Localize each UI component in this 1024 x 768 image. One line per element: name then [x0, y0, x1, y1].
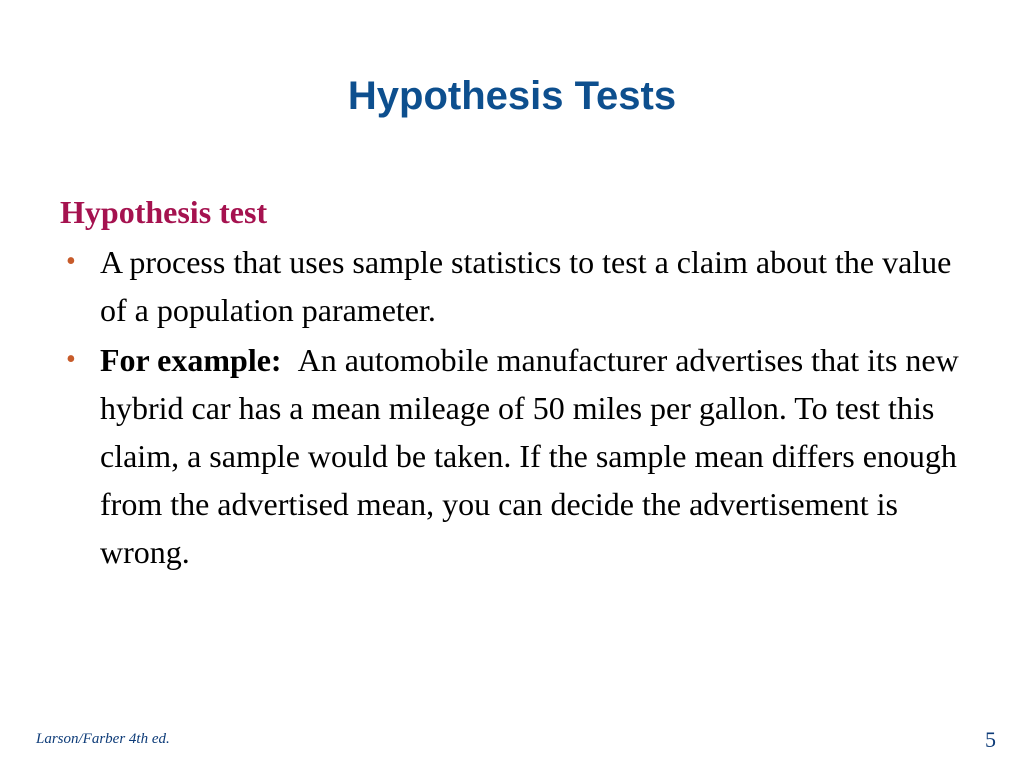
- bullet-2-bold-prefix: For example:: [100, 342, 282, 378]
- bullet-item-1: [60, 238, 960, 334]
- bullet-2-text: An automobile manufacturer advertises that its new hybrid car has a mean mileage of 50 miles per gallon. To test this claim, a sample would be taken. If the sample mean differs enough from the advertised mean, you can decide the advertisement is wrong.: [100, 342, 959, 570]
- page-number: 5: [985, 727, 996, 752]
- footer-citation: Larson/Farber 4th ed.: [36, 731, 170, 747]
- bullet-icon: •: [66, 344, 76, 375]
- bullet-1-text: A process that uses sample statistics to test a claim about the value of a population parameter.: [100, 244, 952, 328]
- bullet-item-2: [60, 336, 960, 576]
- bullet-icon: •: [66, 246, 76, 277]
- slide-body: [60, 188, 960, 578]
- section-heading: Hypothesis test: [60, 194, 268, 230]
- slide-title: Hypothesis Tests: [347, 74, 677, 118]
